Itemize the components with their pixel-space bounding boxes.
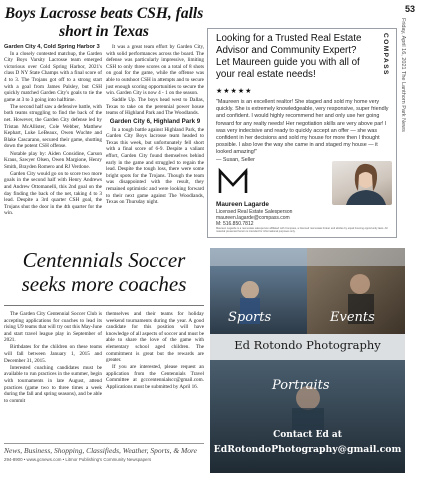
page-side-label <box>400 18 420 198</box>
photography-ad[interactable] <box>210 248 405 473</box>
testimonial-text: "Maureen is an excellent realtor! She staged and sold my home very quickly. She is extremely knowledgeable, very responsive, super friendly and confident. I would highly recommend her and only use her going forward for any realty needs! Her negotiation skills are very above par! I was very indecisive and ready to quickly accept an offer — she was confident in her decisions and sold my house for more then I thought possible. I also love the way she came in and staged my house — it looked amazing!" <box>216 99 389 156</box>
realtor-ad[interactable] <box>207 28 397 238</box>
rating-stars-icon: ★★★★★ <box>216 87 253 95</box>
compass-brand-text: COMPASS <box>382 33 389 76</box>
page-number: 53 <box>404 4 415 14</box>
footer-divider <box>4 443 204 444</box>
testimonial <box>216 99 392 164</box>
agent-monogram-logo <box>216 167 250 197</box>
agent-phone: M: 516.850.7812 <box>216 221 254 227</box>
service-sports: Sports <box>228 310 272 325</box>
lacrosse-column-1 <box>4 44 102 217</box>
soccer-headline: Centennials Soccer seeks more coaches <box>21 248 187 296</box>
agent-name: Maureen Lagarde <box>216 201 269 208</box>
testimonial-author: — Susan, Seller <box>216 156 255 163</box>
compass-brand <box>382 33 394 93</box>
lacrosse-paragraph: In a closely contested matchup, the Garden City Boys Varsity Lacrosse team emerged victorious over Cold Spring Harbor, 2021's class D NY State Champs with a final score of 4 to 3. The Trojans got off to a strong start with a goal from James Palsley, but CSH quickly matched Garden City's goals to tie the game at 3 to 3 going into halftime. <box>4 50 102 103</box>
lacrosse-headline: Boys Lacrosse beats CSH, falls short in Texas <box>4 5 204 40</box>
side-label-text: Friday, April 16, 2021 The Lanthorn Park News <box>400 18 406 132</box>
lacrosse-subhead: Garden City 6, Highland Park 9 <box>109 118 201 126</box>
agent-fine-print: Maureen Lagarde is a real estate salesperson affiliated with Compass, a licensed real estate broker and abides by equal housing opportunity laws. All material presented herein is intended for informational purposes only. <box>216 227 388 233</box>
service-portraits: Portraits <box>272 378 330 393</box>
lacrosse-paragraph: Notable play by: Aiden Considine, Carson Kraus, Sawyer Olsen, Owen Margione, Henry Smith, Brayden Romero and RJ Verdone. <box>4 150 102 170</box>
agent-portrait-icon <box>332 161 392 205</box>
lacrosse-dateline: Garden City 4, Cold Spring Harbor 3 <box>4 44 100 50</box>
section-divider <box>4 305 204 306</box>
footer-tagline: News, Business, Shopping, Classifieds, Weather, Sports, & More <box>4 446 197 455</box>
contact-email-link[interactable]: EdRotondoPhotography@gmail.com <box>213 444 402 455</box>
soccer-paragraph: If you are interested, please request an application from the Centennials Travel Committee at gcccentennialscc@gmail.com. Applications must be submitted by April 16. <box>106 364 204 391</box>
service-events: Events <box>330 310 375 325</box>
soccer-paragraph: Interested coaching candidates must be available to run practices in the summer, begin with tournaments in late August, attend practices (game two to three times a week during the fall and spring seasons), and be able to commit <box>4 364 102 404</box>
agent-photo <box>332 161 392 205</box>
footer-contact: 294-8900 • www.gcnews.com • Litmor Publishing's Community Newspapers <box>4 457 152 462</box>
soccer-paragraph: The Garden City Centennial Soccer Club is accepting applications for coaches to lead its rising U9 teams that will try out this May-June and start travel league play in September of 2021. <box>4 311 102 344</box>
soccer-column-1 <box>4 311 102 405</box>
soccer-column-2 <box>106 311 204 391</box>
soccer-paragraph: themselves and their teams for holiday weekend tournaments during the year. A good candidate for this position will have knowledge of all aspects of soccer and must be able to share the love of the game with elementary school aged children. The commitment is great but the rewards are greater. <box>106 311 204 364</box>
lacrosse-column-2 <box>106 44 204 206</box>
lacrosse-paragraph: The second half saw a defensive battle, with both teams struggling to find the back of the net. However, the Garden City defense led by Tristan McAllister, Cole Webber, Matthew Kephart, Luke LeBeaux, Owen Wuchte and Blake Cascarano, secured their game, shutting down the potent CSH offense. <box>4 103 102 150</box>
agent-email-link[interactable]: maureen.lagarde@compass.com <box>216 215 290 221</box>
contact-label: Contact Ed at <box>273 430 342 440</box>
agent-title: Licensed Real Estate Salesperson <box>216 209 293 215</box>
realtor-ad-headline: Looking for a Trusted Real Estate Advisor and Community Expert? Let Maureen guide you with all of your real estate needs! <box>216 33 362 80</box>
photography-brand-name: Ed Rotondo Photography <box>234 338 381 352</box>
lacrosse-paragraph: It was a great team effort by Garden City, with solid performances across the board. The defense was particularly impressive, limiting CSH to only three scores on a total of 8 shots on goal for the game, while the offense was able to outshoot CSH in attempts and to secure just enough scoring opportunities to secure the win. Garden City is now 4 - 1 on the season. <box>106 44 204 97</box>
soccer-paragraph: Birthdates for the children on these teams will fall between January 1, 2015 and December 31, 2015. <box>4 344 102 364</box>
lacrosse-paragraph: Garden City would go on to score two more goals in the second half with Henry Andrews and Andrew Ottomanelli, this 2nd goal on the day finding the back of the net, taking 4 to 3 lead. Despite a 3rd quarter CSH goal, the Trojans shut the door in the 4th quarter for the win. <box>4 170 102 217</box>
lacrosse-paragraph: Saddle Up. The boys head west to Dallas, Texas to take on the perennial power house teams of Highland Park and The Woodlands. <box>106 97 204 117</box>
lacrosse-paragraph: In a tough battle against Highland Park, the Garden City Boys lacrosse team headed to Texas this week, but unfortunately fell short with a final score of 6-9. Despite a valiant effort, Garden City found themselves behind early in the game and struggled to regain the lead. Despite the tough loss, there were some bright spots for the Trojans. Though the team was disappointed with the result, they remained optimistic and were looking forward to their next game against The Woodlands, Texas on Thursday night. <box>106 126 204 206</box>
